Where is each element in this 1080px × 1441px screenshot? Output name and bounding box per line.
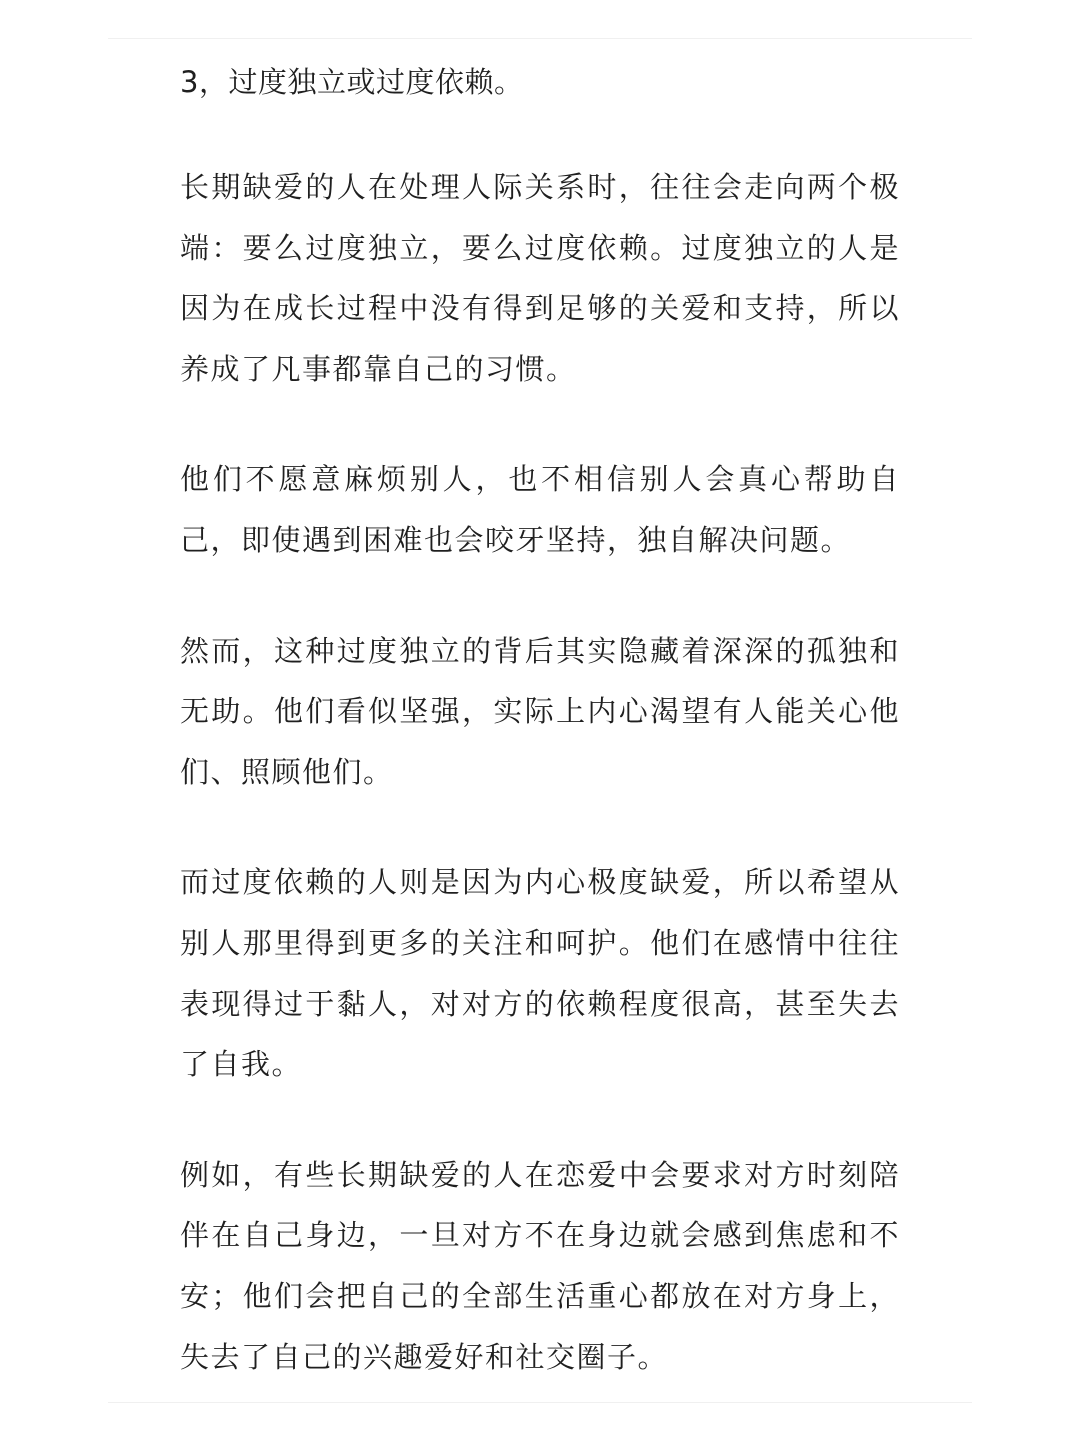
bottom-divider — [108, 1402, 972, 1403]
article-body — [180, 52, 900, 1387]
paragraph-5: 例如，有些长期缺爱的人在恋爱中会要求对方时刻陪伴在自己身边，一旦对方不在身边就会感到焦虑和不安；他们会把自己的全部生活重心都放在对方身上，失去了自己的兴趣爱好和社交圈子。 — [180, 1157, 900, 1374]
paragraph-4: 而过度依赖的人则是因为内心极度缺爱，所以希望从别人那里得到更多的关注和呵护。他们在感情中往往表现得过于黏人，对对方的依赖程度很高，甚至失去了自我。 — [180, 865, 900, 1082]
paragraph-1: 长期缺爱的人在处理人际关系时，往往会走向两个极端：要么过度独立，要么过度依赖。过度独立的人是因为在成长过程中没有得到足够的关爱和支持，所以养成了凡事都靠自己的习惯。 — [180, 170, 900, 386]
top-divider — [108, 38, 972, 39]
paragraph-3: 然而，这种过度独立的背后其实隐藏着深深的孤独和无助。他们看似坚强，实际上内心渴望有人能关心他们、照顾他们。 — [180, 633, 900, 789]
section-heading: 3，过度独立或过度依赖。 — [180, 65, 524, 99]
paragraph-2: 他们不愿意麻烦别人，也不相信别人会真心帮助自己，即使遇到困难也会咬牙坚持，独自解决问题。 — [180, 462, 900, 557]
